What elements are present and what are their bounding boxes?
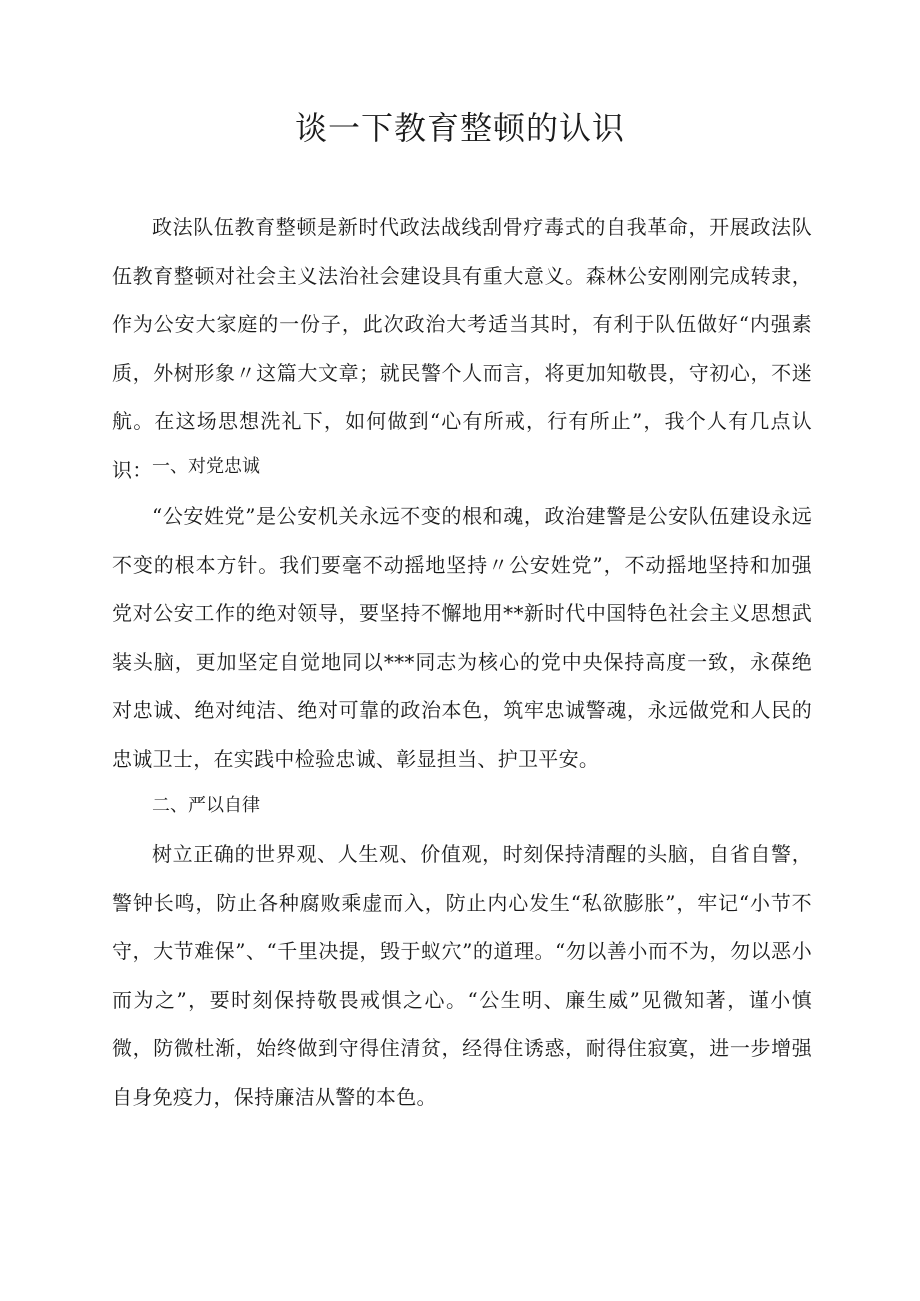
section-heading-loyalty: 一、对党忠诚 <box>152 456 260 477</box>
section-body-loyalty: “公安姓党”是公安机关永远不变的根和魂，政治建警是公安队伍建设永远不变的根本方针。我们要毫不动摇地坚持〃公安姓党”，不动摇地坚持和加强党对公安工作的绝对领导，要坚持不懈地用**新时代中国特色社会主义思想武装头脑，更加坚定自觉地同以***同志为核心的党中央保持高度一致，永葆绝对忠诚、绝对纯洁、绝对可靠的政治本色，筑牢忠诚警魂，永远做党和人民的忠诚卫士，在实践中检验忠诚、彰显担当、护卫平安。 <box>112 504 812 771</box>
section-heading-self-discipline: 二、严以自律 <box>152 795 260 816</box>
section-body-self-discipline: 树立正确的世界观、人生观、价值观，时刻保持清醒的头脑，自省自警，警钟长鸣，防止各种腐败乘虚而入，防止内心发生“私欲膨胀”，牢记“小节不守，大节难保”、“千里决提，毁于蚁穴”的道理。“勿以善小而不为，勿以恶小而为之”，要时刻保持敬畏戒惧之心。“公生明、廉生威”见微知著，谨小慎微，防微杜渐，始终做到守得住清贫，经得住诱惑，耐得住寂寞，进一步增强自身免疫力，保持廉洁从警的本色。 <box>112 842 812 1109</box>
document-title: 谈一下教育整顿的认识 <box>294 109 625 147</box>
intro-paragraph: 政法队伍教育整顿是新时代政法战线刮骨疗毒式的自我革命，开展政法队伍教育整顿对社会主义法治社会建设具有重大意义。森林公安刚刚完成转隶，作为公安大家庭的一份子，此次政治大考适当其时，有利于队伍做好“内强素质，外树形象〃这篇大文章；就民警个人而言，将更加知敬畏，守初心，不迷航。在这场思想洗礼下，如何做到“心有所戒，行有所止”，我个人有几点认识： <box>112 215 812 482</box>
